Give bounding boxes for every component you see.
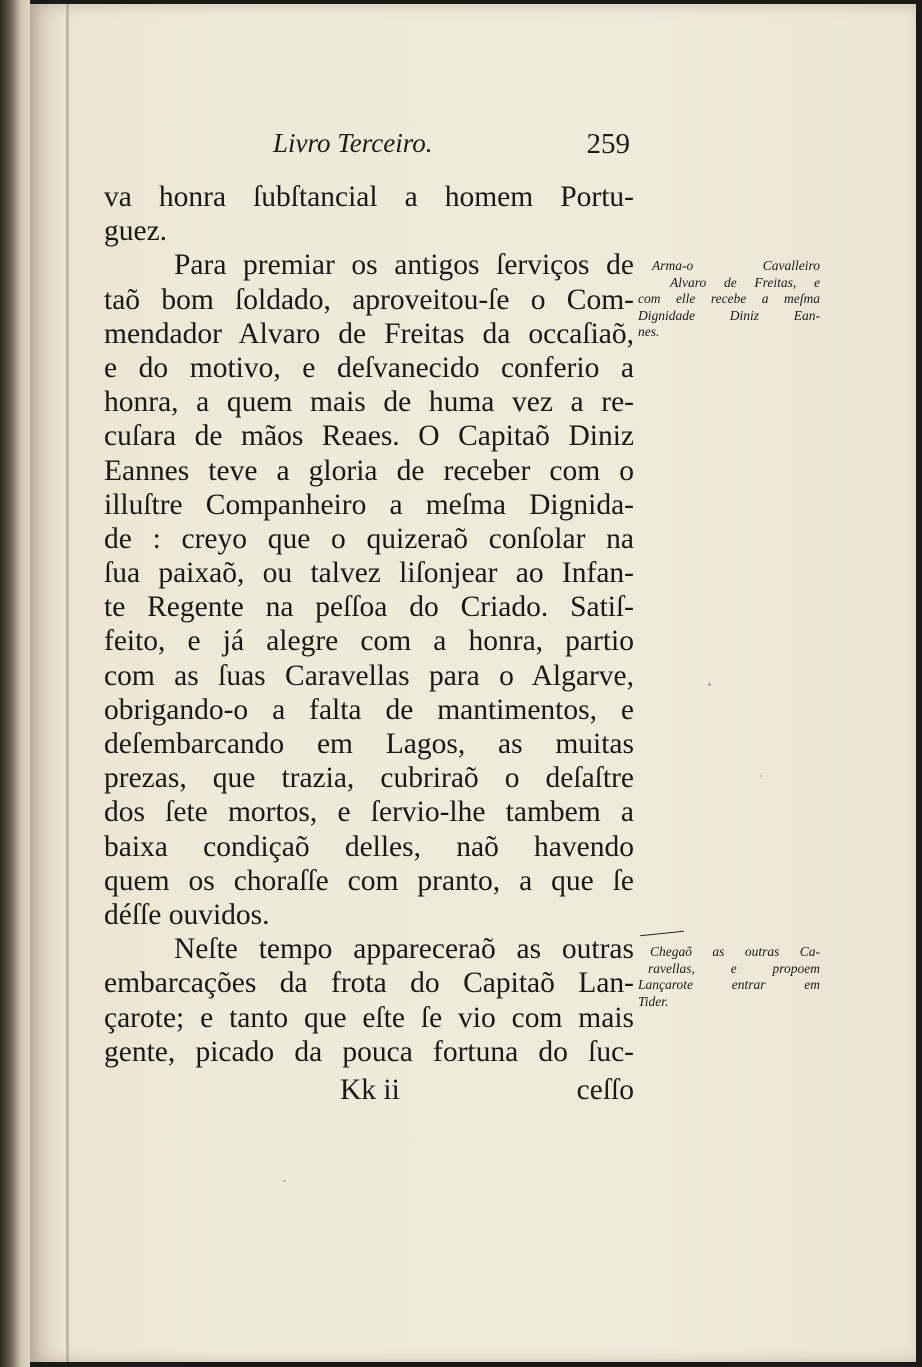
page-header [240, 128, 630, 168]
catchword: ceſſo [576, 1074, 634, 1106]
page-footer [104, 1074, 634, 1110]
gutter-shadow [66, 4, 69, 1362]
paper-speck [760, 775, 762, 777]
text-line: Para premiar os antigos ſerviços de [174, 249, 634, 282]
note-line: com elle recebe a meſma [638, 291, 820, 306]
marginal-note [638, 258, 820, 341]
text-line: de : creyo que o quizeraõ conſolar na [104, 522, 634, 555]
running-title: Livro Terceiro. [273, 128, 433, 158]
paper-speck [708, 683, 711, 686]
note-line: nes. [638, 324, 660, 339]
book-fore-edge [0, 0, 30, 1367]
text-line: Eannes teve a gloria de receber com o [104, 454, 634, 487]
page-number: 259 [586, 128, 630, 160]
text-line: obrigando-o a falta de mantimentos, e [104, 693, 634, 726]
paper-speck [283, 1180, 286, 1182]
text-line: baixa condiçaõ delles, naõ havendo [104, 830, 634, 863]
text-line: embarcações da frota do Capitaõ Lan- [104, 967, 634, 1000]
text-line: taõ bom ſoldado, aproveitou-ſe o Com- [104, 283, 634, 316]
text-line: prezas, que trazia, cubriraõ o deſaſtre [104, 762, 634, 795]
text-line: çarote; e tanto que eſte ſe vio com mais [104, 1001, 634, 1034]
text-line: Neſte tempo appareceraõ as outras [174, 933, 634, 966]
text-line: te Regente na peſſoa do Criado. Satiſ- [104, 591, 634, 624]
text-line: cuſara de mãos Reaes. O Capitaõ Diniz [104, 420, 634, 453]
text-line: illuſtre Companheiro a meſma Dignida- [104, 488, 634, 521]
text-line: e do motivo, e deſvanecido conferio a [104, 351, 634, 384]
text-line: honra, a quem mais de huma vez a re- [104, 386, 634, 419]
text-line: déſſe ouvidos. [104, 898, 270, 931]
marginal-note [638, 944, 820, 1010]
text-line: ſua paixaõ, ou talvez liſonjear ao Infan- [104, 557, 634, 590]
note-line: Tider. [638, 993, 669, 1009]
text-line: deſembarcando em Lagos, as muitas [104, 728, 634, 760]
note-line: Dignidade Diniz Ean- [638, 307, 820, 323]
note-line: Arma-o Cavalleiro [652, 258, 820, 273]
note-line: Lançarote entrar em [638, 977, 820, 992]
signature-mark: Kk ii [340, 1074, 400, 1106]
text-line: mendador Alvaro de Freitas da occaſiaõ, [104, 317, 634, 350]
text-line: gente, picado da pouca fortuna do ſuc- [104, 1035, 634, 1068]
text-line: com as ſuas Caravellas para o Algarve, [104, 659, 634, 692]
note-line: Chegaõ as outras Ca- [650, 944, 820, 959]
text-line: dos ſete mortos, e ſervio-lhe tambem a [104, 796, 634, 829]
text-line: guez. [104, 215, 168, 248]
note-line: ravellas, e propoem [648, 960, 820, 976]
text-line: quem os choraſſe com pranto, a que ſe [104, 864, 634, 897]
body-text [104, 180, 634, 1069]
note-line: Alvaro de Freitas, e [670, 274, 820, 290]
text-line: va honra ſubſtancial a homem Portu- [104, 181, 634, 213]
text-line: feito, e já alegre com a honra, partio [104, 625, 634, 658]
